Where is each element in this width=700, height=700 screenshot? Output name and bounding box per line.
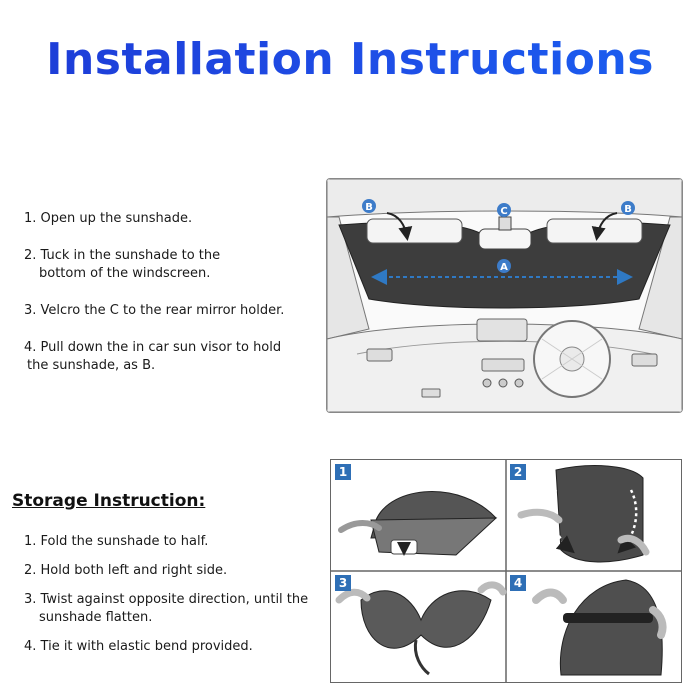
label-b-left: B — [365, 202, 373, 213]
left-sun-visor — [367, 219, 462, 243]
installation-step — [24, 247, 324, 283]
step-text: 3. Twist against opposite direction, until the — [24, 592, 309, 607]
storage-heading: Storage Instruction: — [12, 491, 206, 511]
step-text: 2. Hold both left and right side. — [24, 563, 228, 578]
installation-step — [24, 302, 324, 320]
installation-step — [24, 210, 324, 228]
right-sun-visor — [547, 219, 642, 243]
storage-panel-1 — [341, 492, 496, 555]
installation-steps-list — [24, 210, 324, 394]
step-text-continued: bottom of the windscreen. — [39, 266, 211, 281]
label-b-right: B — [624, 204, 632, 215]
rolled-sunshade — [560, 580, 662, 675]
storage-panel-4 — [536, 580, 663, 675]
step-text: 4. Tie it with elastic bend provided. — [24, 639, 253, 654]
label-a: A — [500, 262, 508, 273]
panel-3-number: 3 — [338, 576, 348, 590]
step-text: 3. Velcro the C to the rear mirror holder. — [24, 303, 285, 318]
windshield-installation-illustration — [326, 178, 683, 413]
panel-1-number: 1 — [338, 465, 348, 479]
panel-4-number: 4 — [513, 576, 523, 590]
step-text: 2. Tuck in the sunshade to the — [24, 248, 221, 263]
twisted-sunshade — [361, 591, 491, 649]
storage-panel-2 — [521, 466, 646, 562]
step-text: 1. Fold the sunshade to half. — [24, 534, 209, 549]
held-sunshade — [556, 466, 643, 562]
step-text-continued: the sunshade, as B. — [27, 358, 156, 373]
step-text: 1. Open up the sunshade. — [24, 211, 193, 226]
storage-panel-3 — [339, 585, 503, 674]
panel-2-number: 2 — [513, 465, 523, 479]
step-text-continued: sunshade flatten. — [39, 610, 153, 625]
storage-step — [24, 562, 329, 580]
page-title: Installation Instructions — [0, 34, 700, 85]
storage-steps-illustration — [330, 459, 682, 683]
storage-step — [24, 533, 329, 551]
storage-steps-list — [24, 533, 329, 667]
rear-view-mirror — [479, 229, 531, 249]
installation-step — [24, 339, 324, 375]
center-console — [477, 319, 527, 341]
elastic-band — [563, 613, 653, 623]
label-c: C — [500, 206, 508, 217]
storage-step — [24, 591, 329, 627]
step-text: 4. Pull down the in car sun visor to hold — [24, 340, 282, 355]
storage-step — [24, 638, 329, 656]
